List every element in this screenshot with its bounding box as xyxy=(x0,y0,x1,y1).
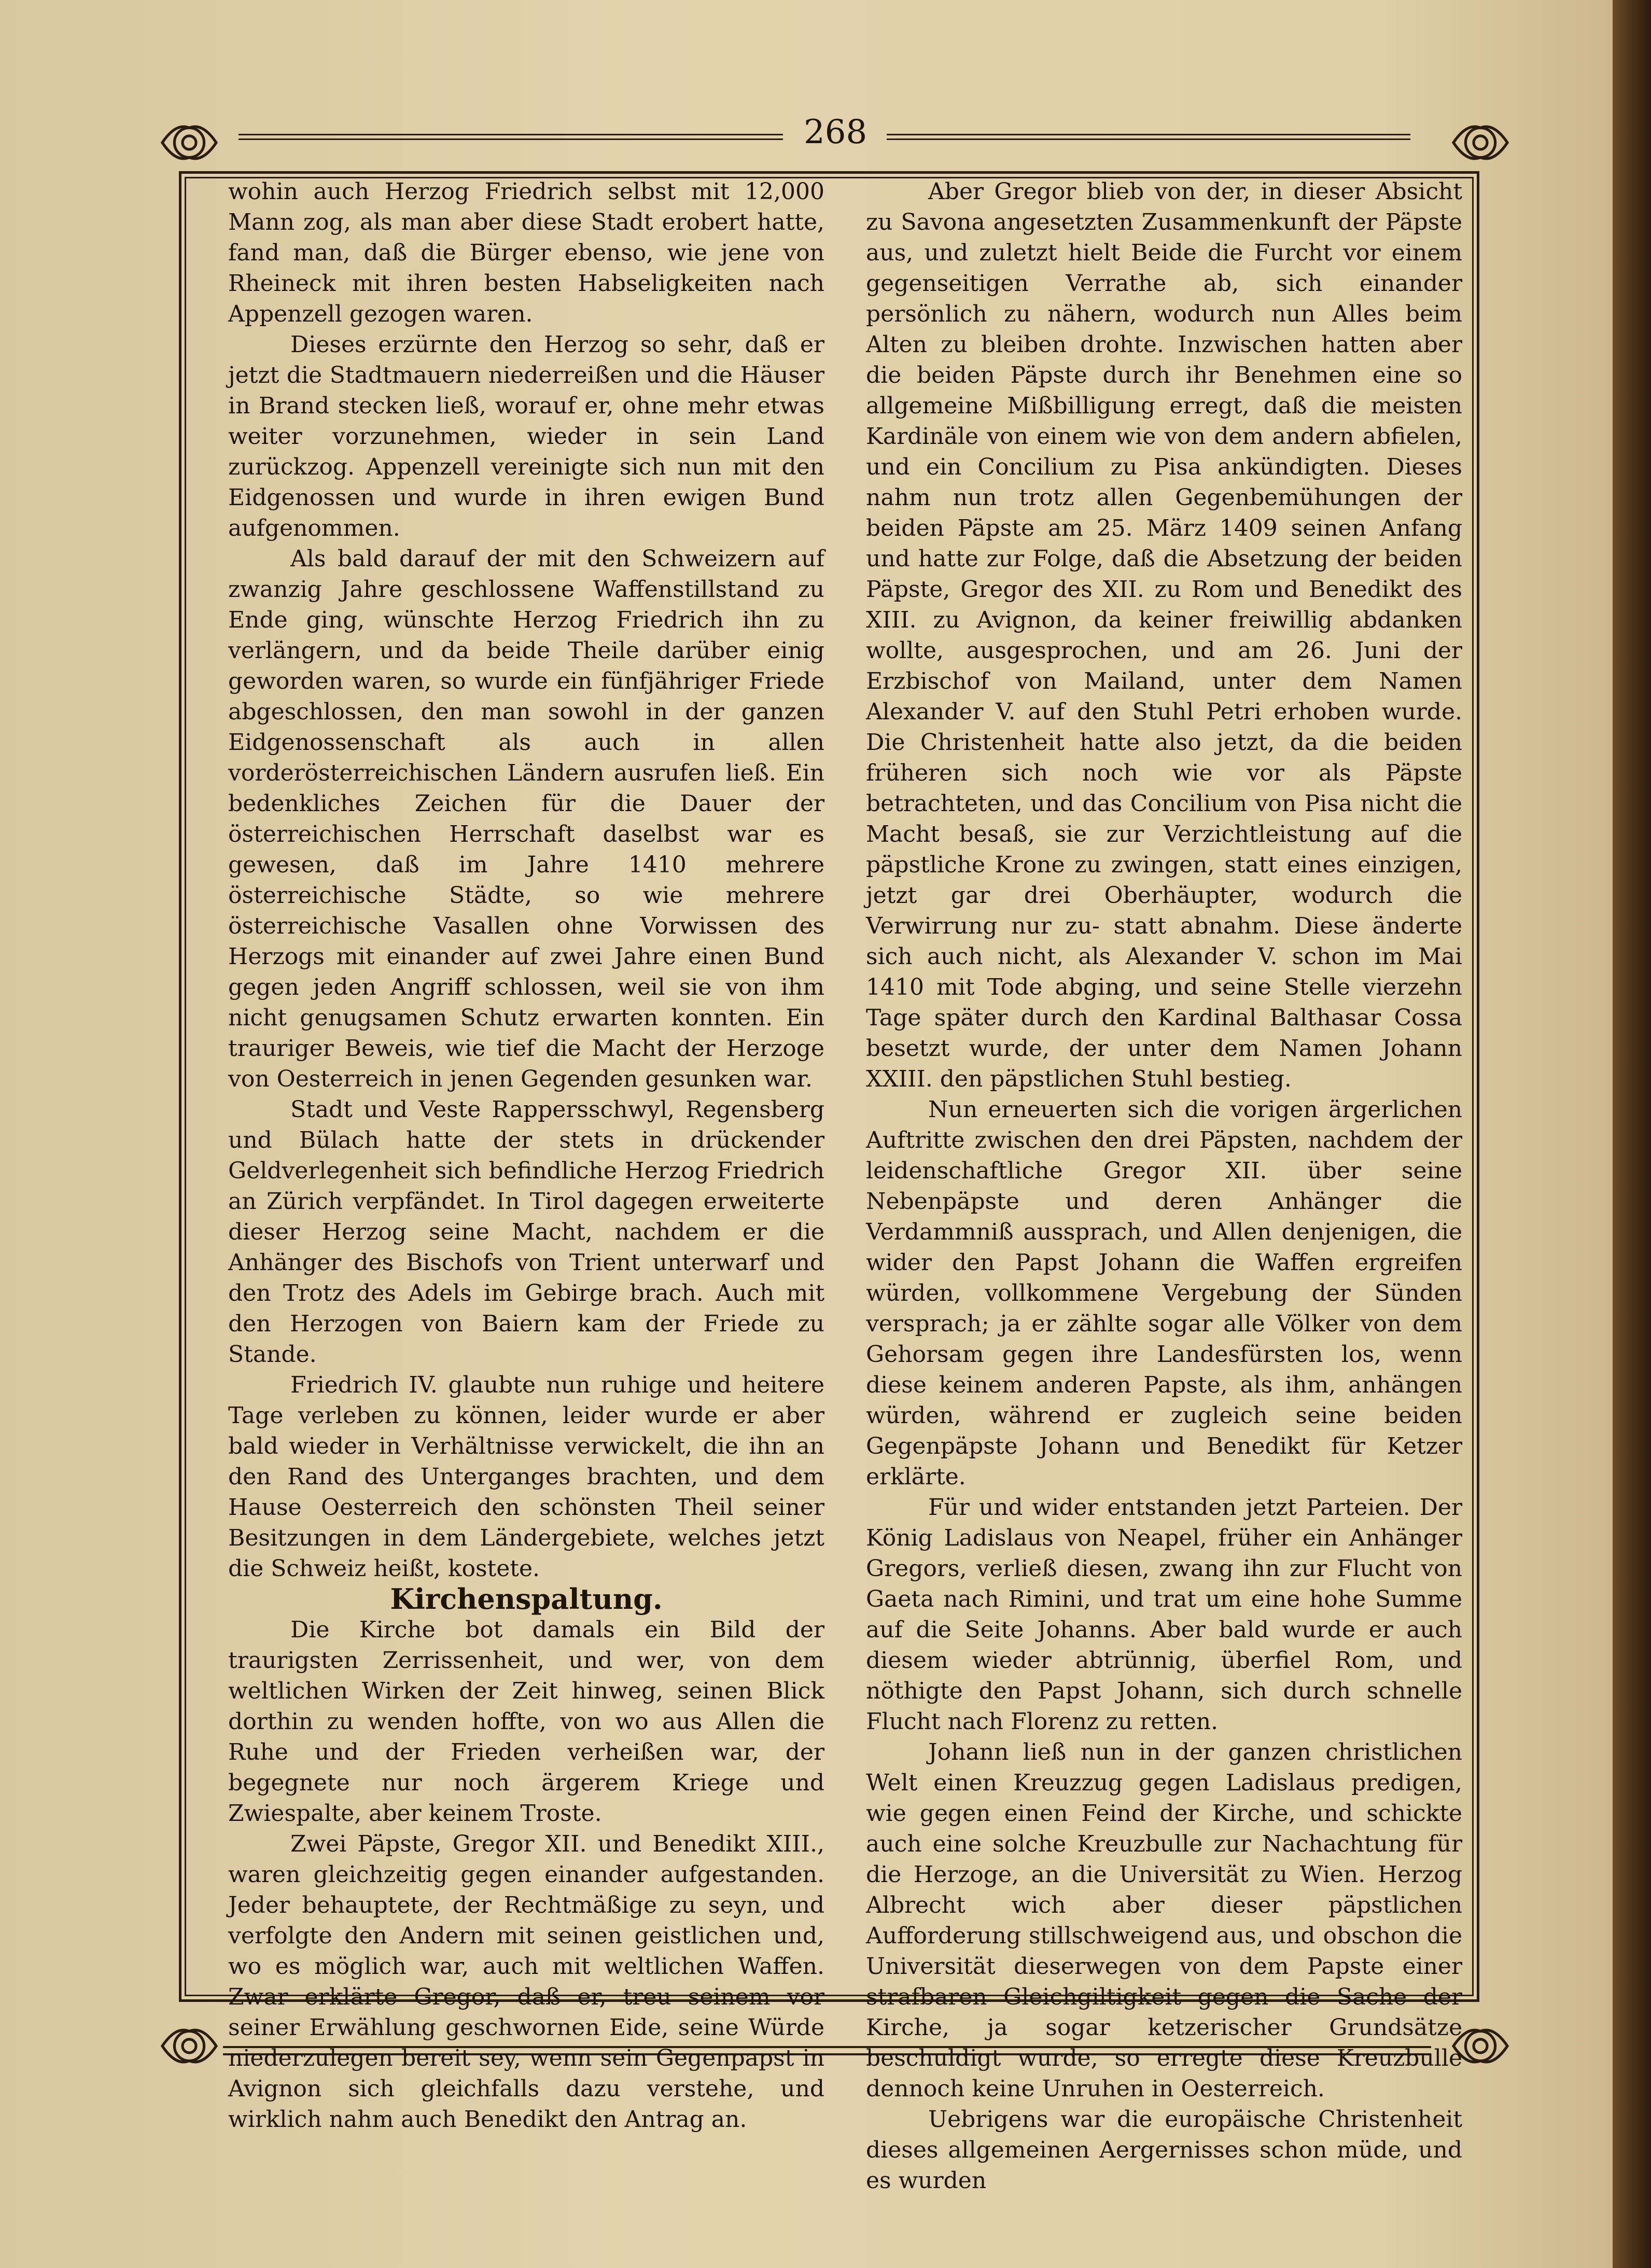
page-edge xyxy=(1613,0,1651,2268)
header-rule-left xyxy=(239,134,783,140)
section-heading: Kirchenspaltung. xyxy=(390,1582,663,1616)
header-rule-right xyxy=(887,134,1410,140)
paragraph: Johann ließ nun in der ganzen christlichen Welt einen Kreuzzug gegen Ladislaus predigen, wie gegen einen Feind der Kirche, und schickte auch eine solche Kreuzbulle zur Nachachtung für die Herzoge, an die Universität zu Wien. Herzog Albrecht wich aber dieser päpstlichen Aufforderung stillschweigend aus, und obschon die Universität dieserwegen von dem Papste einer strafbaren Gleichgiltigkeit gegen die Sache der Kirche, ja sogar ketzerischer Grundsätze beschuldigt wurde, so erregte diese Kreuzbulle dennoch keine Unruhen in Oesterreich. xyxy=(866,1739,1462,2102)
paragraph: Für und wider entstanden jetzt Parteien. Der König Ladislaus von Neapel, früher ein Anhänger Gregors, verließ diesen, zwang ihn zur Flucht von Gaeta nach Rimini, und trat um eine hohe Summe auf die Seite Johanns. Aber bald wurde er auch diesem wieder abtrünnig, überfiel Rom, und nöthigte den Papst Johann, sich durch schnelle Flucht nach Florenz zu retten. xyxy=(866,1494,1462,1735)
paragraph: Uebrigens war die europäische Christenheit dieses allgemeinen Aergernisses schon müde, und es wurden xyxy=(866,2106,1462,2194)
left-column xyxy=(228,176,824,2135)
paragraph: wohin auch Herzog Friedrich selbst mit 12,000 Mann zog, als man aber diese Stadt erobert hatte, fand man, daß die Bürger ebenso, wie jene von Rheineck mit ihren besten Habseligkeiten nach Appenzell gezogen waren. xyxy=(228,178,824,327)
page-number: 268 xyxy=(804,113,868,151)
corner-ornament-icon xyxy=(156,2012,223,2080)
paragraph: Friedrich IV. glaubte nun ruhige und heitere Tage verleben zu können, leider wurde er aber bald wieder in Verhältnisse verwickelt, die ihn an den Rand des Unterganges brachten, und dem Hause Oesterreich den schönsten Theil seiner Besitzungen in dem Ländergebiete, welches jetzt die Schweiz heißt, kostete. xyxy=(228,1372,824,1582)
paragraph: Zwei Päpste, Gregor XII. und Benedikt XIII., waren gleichzeitig gegen einander aufgestanden. Jeder behauptete, der Rechtmäßige zu seyn, und verfolgte den Andern mit seinen geistlichen und, wo es möglich war, auch mit weltlichen Waffen. Zwar erklärte Gregor, daß er, treu seinem vor seiner Erwählung geschwornen Eide, seine Würde niederzulegen bereit sey, wenn sein Gegenpapst in Avignon sich gleichfalls dazu verstehe, und wirklich nahm auch Benedikt den Antrag an. xyxy=(228,1831,824,2133)
page-header xyxy=(161,113,1488,160)
paragraph: Nun erneuerten sich die vorigen ärgerlichen Auftritte zwischen den drei Päpsten, nachdem der leidenschaftliche Gregor XII. über seine Nebenpäpste und deren Anhänger die Verdammniß aussprach, und Allen denjenigen, die wider den Papst Johann die Waffen ergreifen würden, vollkommene Vergebung der Sünden versprach; ja er zählte sogar alle Völker von dem Gehorsam gegen ihre Landesfürsten los, wenn diese keinem anderen Papste, als ihm, anhängen würden, während er zugleich seine beiden Gegenpäpste Johann und Benedikt für Ketzer erklärte. xyxy=(866,1096,1462,1490)
paragraph: Als bald darauf der mit den Schweizern auf zwanzig Jahre geschlossene Waffenstillstand zu Ende ging, wünschte Herzog Friedrich ihn zu verlängern, und da beide Theile darüber einig geworden waren, so wurde ein fünfjähriger Friede abgeschlossen, den man sowohl in der ganzen Eidgenossenschaft als auch in allen vorderösterreichischen Ländern ausrufen ließ. Ein bedenkliches Zeichen für die Dauer der österreichischen Herrschaft daselbst war es gewesen, daß im Jahre 1410 mehrere österreichische Städte, so wie mehrere österreichische Vasallen ohne Vorwissen des Herzogs mit einander auf zwei Jahre einen Bund gegen jeden Angriff schlossen, weil sie von ihm nicht genugsamen Schutz erwarten konnten. Ein trauriger Beweis, wie tief die Macht der Herzoge von Oesterreich in jenen Gegenden gesunken war. xyxy=(228,546,824,1092)
paragraph: Aber Gregor blieb von der, in dieser Absicht zu Savona angesetzten Zusammenkunft der Päpste aus, und zuletzt hielt Beide die Furcht vor einem gegenseitigen Verrathe ab, sich einander persönlich zu nähern, wodurch nun Alles beim Alten zu bleiben drohte. Inzwischen hatten aber die beiden Päpste durch ihr Benehmen eine so allgemeine Mißbilligung erregt, daß die meisten Kardinäle von einem wie von dem andern abfielen, und ein Concilium zu Pisa ankündigten. Dieses nahm nun trotz allen Gegenbemühungen der beiden Päpste am 25. März 1409 seinen Anfang und hatte zur Folge, daß die Absetzung der beiden Päpste, Gregor des XII. zu Rom und Benedikt des XIII. zu Avignon, da keiner freiwillig abdanken wollte, ausgesprochen, und am 26. Juni der Erzbischof von Mailand, unter dem Namen Alexander V. auf den Stuhl Petri erhoben wurde. Die Christenheit hatte also jetzt, da die beiden früheren sich noch wie vor als Päpste betrachteten, und das Concilium von Pisa nicht die Macht besaß, sie zur Verzichtleistung auf die päpstliche Krone zu zwingen, statt eines einzigen, jetzt gar drei Oberhäupter, wodurch die Verwirrung nur zu- statt abnahm. Diese änderte sich auch nicht, als Alexander V. schon im Mai 1410 mit Tode abging, und seine Stelle vierzehn Tage später durch den Kardinal Balthasar Cossa besetzt wurde, der unter dem Namen Johann XXIII. den päpstlichen Stuhl bestieg. xyxy=(866,178,1462,1092)
corner-ornament-icon xyxy=(156,109,223,176)
paragraph: Stadt und Veste Rappersschwyl, Regensberg und Bülach hatte der stets in drückender Geldverlegenheit sich befindliche Herzog Friedrich an Zürich verpfändet. In Tirol dagegen erweiterte dieser Herzog seine Macht, nachdem er die Anhänger des Bischofs von Trient unterwarf und den Trotz des Adels im Gebirge brach. Auch mit den Herzogen von Baiern kam der Friede zu Stande. xyxy=(228,1096,824,1368)
paragraph: Dieses erzürnte den Herzog so sehr, daß er jetzt die Stadtmauern niederreißen und die Häuser in Brand stecken ließ, worauf er, ohne mehr etwas weiter vorzunehmen, wieder in sein Land zurückzog. Appenzell vereinigte sich nun mit den Eidgenossen und wurde in ihren ewigen Bund aufgenommen. xyxy=(228,331,824,541)
corner-ornament-icon xyxy=(1447,109,1514,176)
paragraph: Die Kirche bot damals ein Bild der traurigsten Zerrissenheit, und wer, von dem weltlichen Wirken der Zeit hinweg, seinen Blick dorthin zu wenden hoffte, von wo aus Allen die Ruhe und der Frieden verheißen war, der begegnete nur noch ärgerem Kriege und Zwiespalte, aber keinem Troste. xyxy=(228,1617,824,1827)
right-column xyxy=(866,176,1462,2196)
